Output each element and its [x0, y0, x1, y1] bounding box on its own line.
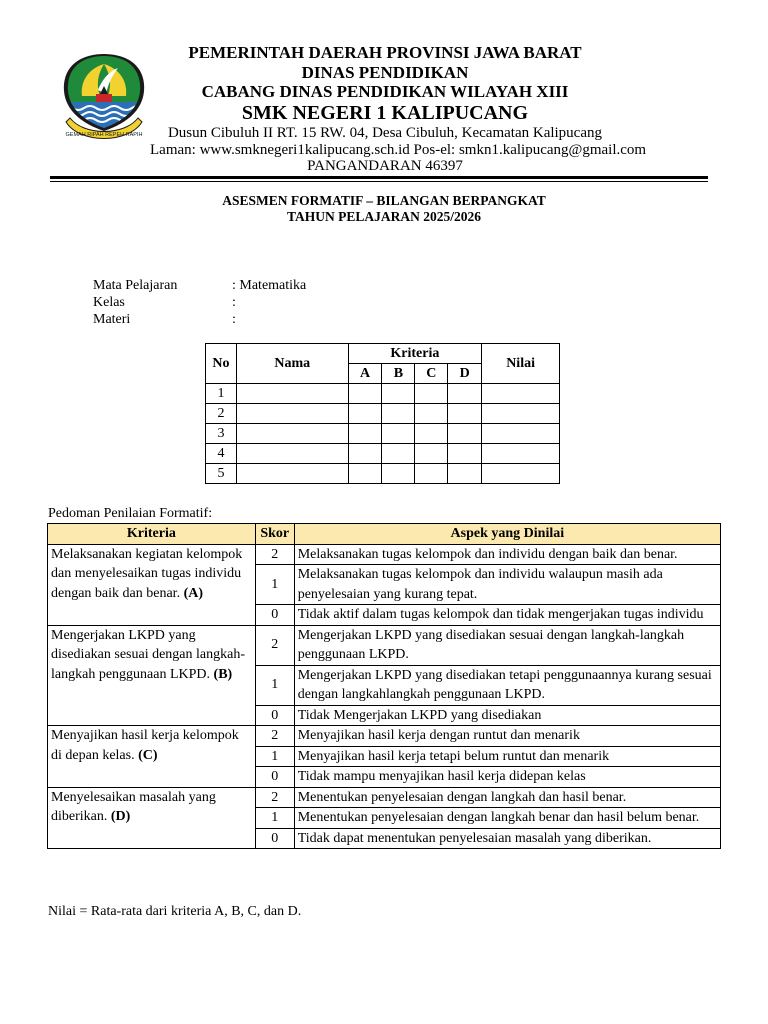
class-label: Kelas	[93, 295, 125, 310]
criteria-text: Melaksanakan kegiatan kelompok dan menyelesaikan tugas individu dengan baik dan benar.	[51, 546, 243, 601]
criteria-d-cell[interactable]	[448, 384, 482, 404]
criteria-a-cell[interactable]	[348, 424, 382, 444]
criteria-text: Mengerjakan LKPD yang disediakan sesuai dengan langkah-langkah penggunaan LKPD.	[51, 627, 245, 682]
identity-material	[93, 311, 236, 328]
svg-text:GEMAH RIPAH REPEH RAPIH: GEMAH RIPAH REPEH RAPIH	[65, 132, 143, 138]
criteria-d-cell[interactable]	[448, 404, 482, 424]
aspect-cell: Tidak aktif dalam tugas kelompok dan tidak mengerjakan tugas individu	[294, 605, 720, 626]
identity-class	[93, 294, 236, 311]
score-header-criteria: Kriteria	[348, 344, 482, 364]
row-number: 2	[206, 404, 237, 424]
row-number: 5	[206, 464, 237, 484]
letterhead-school-name: SMK NEGERI 1 KALIPUCANG	[241, 102, 529, 124]
score-cell[interactable]	[482, 424, 560, 444]
criteria-code: (B)	[213, 666, 233, 682]
material-label: Materi	[93, 312, 131, 327]
name-cell[interactable]	[236, 444, 348, 464]
aspect-cell: Menyajikan hasil kerja tetapi belum runtut dan menarik	[294, 746, 720, 767]
letterhead-branch: CABANG DINAS PENDIDIKAN WILAYAH XIII	[201, 82, 569, 101]
score-cell[interactable]	[482, 444, 560, 464]
name-cell[interactable]	[236, 404, 348, 424]
skor-cell: 2	[255, 726, 294, 747]
name-cell[interactable]	[236, 384, 348, 404]
criteria-cell-b	[48, 625, 256, 726]
score-header-score: Nilai	[482, 344, 560, 384]
criteria-b-cell[interactable]	[382, 404, 415, 424]
criteria-cell-a	[48, 544, 256, 625]
document-title: ASESMEN FORMATIF – BILANGAN BERPANGKAT	[222, 193, 546, 208]
skor-cell: 1	[255, 808, 294, 829]
criteria-b-cell[interactable]	[382, 464, 415, 484]
skor-cell: 2	[255, 544, 294, 565]
criteria-d-cell[interactable]	[448, 424, 482, 444]
name-cell[interactable]	[236, 464, 348, 484]
skor-cell: 0	[255, 828, 294, 849]
guide-header-score: Skor	[255, 524, 294, 545]
aspect-cell: Tidak Mengerjakan LKPD yang disediakan	[294, 705, 720, 726]
aspect-cell: Melaksanakan tugas kelompok dan individu dengan baik dan benar.	[294, 544, 720, 565]
score-header-criteria-b: B	[382, 364, 415, 384]
letterhead-address: Dusun Cibuluh II RT. 15 RW. 04, Desa Cibuluh, Kecamatan Kalipucang	[167, 125, 603, 141]
score-header-criteria-d: D	[448, 364, 482, 384]
guide-caption: Pedoman Penilaian Formatif:	[48, 506, 213, 521]
criteria-c-cell[interactable]	[415, 384, 448, 404]
criteria-code: (D)	[110, 809, 131, 824]
criteria-b-cell[interactable]	[382, 384, 415, 404]
criteria-code: (C)	[138, 747, 158, 763]
criteria-c-cell[interactable]	[415, 404, 448, 424]
assessment-guide-table	[47, 523, 721, 849]
subject-label: Mata Pelajaran	[93, 278, 178, 293]
guide-header-aspect: Aspek yang Dinilai	[294, 524, 720, 545]
skor-cell: 1	[255, 746, 294, 767]
skor-cell: 1	[255, 665, 294, 705]
criteria-d-cell[interactable]	[448, 444, 482, 464]
aspect-cell: Mengerjakan LKPD yang disediakan tetapi penggunaannya kurang sesuai dengan langkahlangkah penggunaan LKPD.	[294, 665, 720, 705]
criteria-a-cell[interactable]	[348, 404, 382, 424]
letterhead-contact: Laman: www.smknegeri1kalipucang.sch.id Pos-el: smkn1.kalipucang@gmail.com	[150, 142, 647, 158]
table-row	[206, 424, 560, 444]
table-row	[48, 726, 721, 747]
criteria-c-cell[interactable]	[415, 444, 448, 464]
criteria-b-cell[interactable]	[382, 444, 415, 464]
table-row	[48, 787, 721, 808]
skor-cell: 0	[255, 767, 294, 788]
aspect-cell: Menentukan penyelesaian dengan langkah dan hasil benar.	[294, 787, 720, 808]
score-cell[interactable]	[482, 464, 560, 484]
letterhead-city: PANGANDARAN 46397	[307, 158, 463, 174]
score-header-criteria-c: C	[415, 364, 448, 384]
criteria-code: (A)	[183, 585, 203, 601]
score-cell[interactable]	[482, 404, 560, 424]
score-header-criteria-a: A	[348, 364, 382, 384]
row-number: 1	[206, 384, 237, 404]
west-java-emblem-logo	[60, 50, 148, 148]
letterhead-divider-thin	[50, 181, 708, 182]
class-value: :	[232, 295, 236, 310]
row-number: 3	[206, 424, 237, 444]
aspect-cell: Menentukan penyelesaian dengan langkah benar dan hasil belum benar.	[294, 808, 720, 829]
name-cell[interactable]	[236, 424, 348, 444]
guide-header-criteria: Kriteria	[48, 524, 256, 545]
skor-cell: 2	[255, 787, 294, 808]
letterhead-divider-thick	[50, 176, 708, 179]
aspect-cell: Tidak dapat menentukan penyelesaian masalah yang diberikan.	[294, 828, 720, 849]
score-table	[205, 343, 560, 484]
subject-value: : Matematika	[232, 278, 307, 293]
criteria-d-cell[interactable]	[448, 464, 482, 484]
aspect-cell: Menyajikan hasil kerja dengan runtut dan menarik	[294, 726, 720, 747]
criteria-c-cell[interactable]	[415, 424, 448, 444]
criteria-text: Menyelesaikan masalah yang diberikan.	[51, 789, 216, 824]
score-cell[interactable]	[482, 384, 560, 404]
criteria-b-cell[interactable]	[382, 424, 415, 444]
material-value: :	[232, 312, 236, 327]
criteria-a-cell[interactable]	[348, 444, 382, 464]
score-header-name: Nama	[236, 344, 348, 384]
letterhead-government: PEMERINTAH DAERAH PROVINSI JAWA BARAT	[188, 43, 582, 62]
criteria-cell-d	[48, 787, 256, 849]
table-row	[48, 625, 721, 665]
score-header-no: No	[206, 344, 237, 384]
skor-cell: 2	[255, 625, 294, 665]
document-subtitle: TAHUN PELAJARAN 2025/2026	[286, 209, 481, 224]
criteria-text: Menyajikan hasil kerja kelompok di depan kelas.	[51, 728, 239, 763]
table-row	[206, 464, 560, 484]
skor-cell: 0	[255, 605, 294, 626]
criteria-a-cell[interactable]	[348, 384, 382, 404]
criteria-c-cell[interactable]	[415, 464, 448, 484]
aspect-cell: Tidak mampu menyajikan hasil kerja didepan kelas	[294, 767, 720, 788]
table-row	[48, 544, 721, 565]
table-row	[206, 384, 560, 404]
row-number: 4	[206, 444, 237, 464]
identity-subject	[93, 277, 306, 294]
table-row	[206, 404, 560, 424]
table-row	[206, 444, 560, 464]
score-formula-note: Nilai = Rata-rata dari kriteria A, B, C, dan D.	[48, 904, 302, 919]
letterhead-agency: DINAS PENDIDIKAN	[301, 63, 469, 82]
criteria-cell-c	[48, 726, 256, 788]
skor-cell: 1	[255, 565, 294, 605]
aspect-cell: Melaksanakan tugas kelompok dan individu walaupun masih ada penyelesaian yang kurang tepat.	[294, 565, 720, 605]
skor-cell: 0	[255, 705, 294, 726]
aspect-cell: Mengerjakan LKPD yang disediakan sesuai dengan langkah-langkah penggunaan LKPD.	[294, 625, 720, 665]
criteria-a-cell[interactable]	[348, 464, 382, 484]
